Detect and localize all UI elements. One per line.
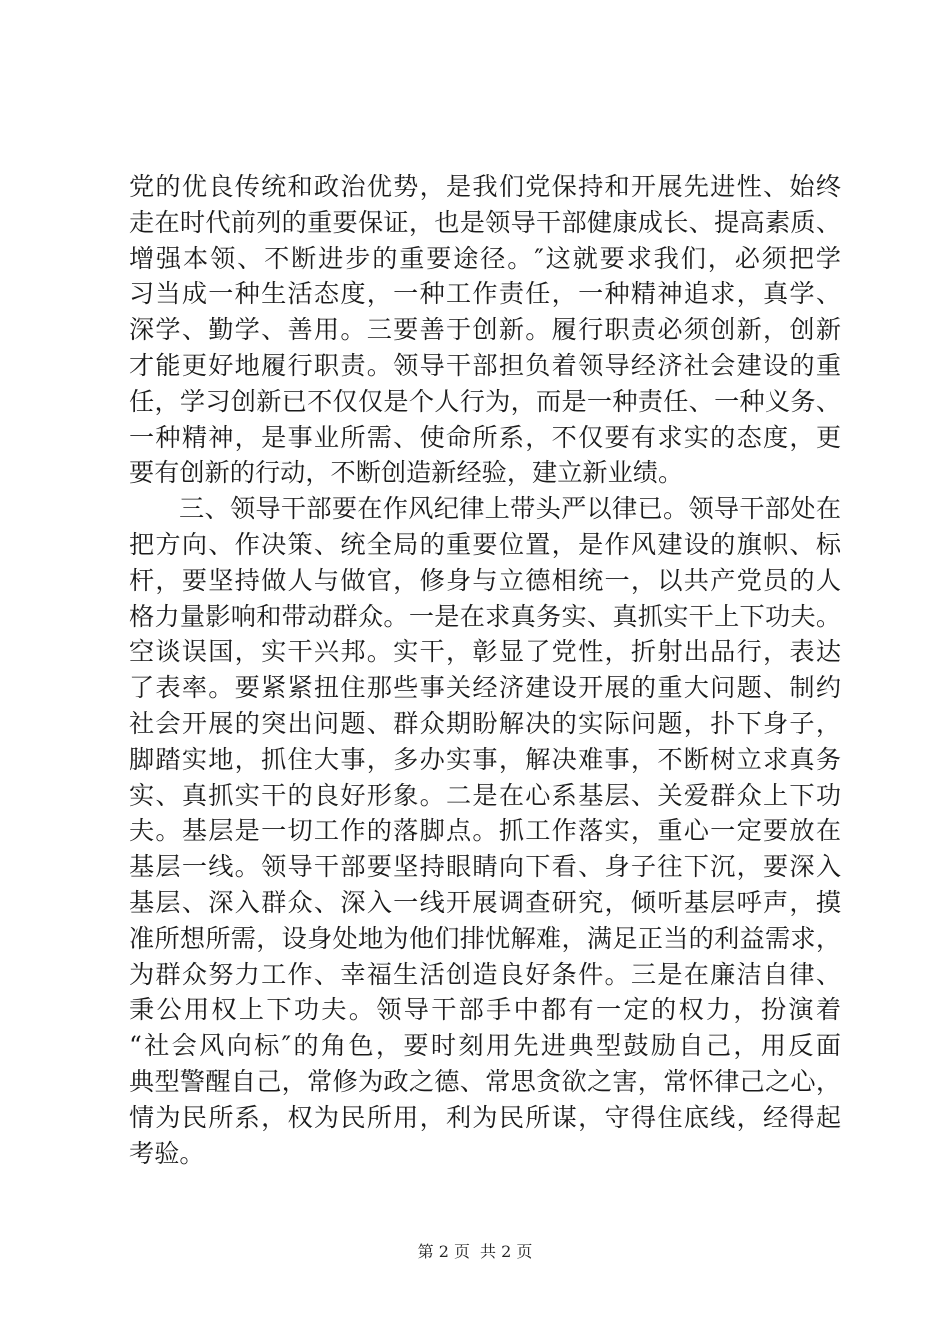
text-line: “社会风向标″的角色，要时刻用先进典型鼓励自己，用反面 xyxy=(129,1031,841,1061)
body-text xyxy=(129,169,841,1171)
text-line: 夫。基层是一切工作的落脚点。抓工作落实，重心一定要放在 xyxy=(129,816,841,846)
text-line: 才能更好地履行职责。领导干部担负着领导经济社会建设的重 xyxy=(129,350,841,380)
text-line: 任，学习创新已不仅仅是个人行为，而是一种责任、一种义务、 xyxy=(129,386,841,416)
text-line: 深学、勤学、善用。三要善于创新。履行职责必须创新，创新 xyxy=(129,315,841,345)
text-line: 习当成一种生活态度，一种工作责任，一种精神追求，真学、 xyxy=(129,279,841,309)
text-line: 情为民所系，权为民所用，利为民所谋，守得住底线，经得起 xyxy=(129,1102,841,1132)
text-line: 典型警醒自己，常修为政之德、常思贪欲之害，常怀律己之心， xyxy=(129,1066,841,1096)
text-line: 把方向、作决策、统全局的重要位置，是作风建设的旗帜、标 xyxy=(129,529,841,559)
text-line: 基层、深入群众、深入一线开展调查研究，倾听基层呼声，摸 xyxy=(129,887,841,917)
text-line: 考验。 xyxy=(129,1138,205,1168)
text-line: 实、真抓实干的良好形象。二是在心系基层、关爱群众上下功 xyxy=(129,780,841,810)
page-number: 第 2 页 xyxy=(417,1242,470,1261)
text-line: 党的优良传统和政治优势，是我们党保持和开展先进性、始终 xyxy=(129,172,841,201)
text-line: 了表率。要紧紧扭住那些事关经济建设开展的重大问题、制约 xyxy=(129,673,841,703)
text-line: 增强本领、不断进步的重要途径。″这就要求我们，必须把学 xyxy=(129,243,841,273)
text-line: 空谈误国，实干兴邦。实干，彰显了党性，折射出品行，表达 xyxy=(129,637,841,667)
paragraph-start-line: 三、领导干部要在作风纪律上带头严以律已。领导干部处在 xyxy=(179,494,841,524)
text-line: 要有创新的行动，不断创造新经验，建立新业绩。 xyxy=(129,458,684,488)
text-line: 一种精神，是事业所需、使命所系，不仅要有求实的态度，更 xyxy=(129,422,841,452)
text-line: 准所想所需，设身处地为他们排忧解难，满足正当的利益需求， xyxy=(129,923,841,953)
page-footer xyxy=(0,1241,950,1263)
text-line: 杆，要坚持做人与做官，修身与立德相统一，以共产党员的人 xyxy=(129,565,841,595)
text-line: 基层一线。领导干部要坚持眼睛向下看、身子往下沉，要深入 xyxy=(129,852,841,882)
text-line: 为群众努力工作、幸福生活创造良好条件。三是在廉洁自律、 xyxy=(129,959,841,989)
text-line: 秉公用权上下功夫。领导干部手中都有一定的权力，扮演着 xyxy=(129,995,841,1025)
text-line: 走在时代前列的重要保证，也是领导干部健康成长、提高素质、 xyxy=(129,207,841,237)
text-line: 脚踏实地，抓住大事，多办实事，解决难事，不断树立求真务 xyxy=(129,744,841,774)
text-line: 社会开展的突出问题、群众期盼解决的实际问题，扑下身子， xyxy=(129,708,841,738)
page-total: 共 2 页 xyxy=(480,1242,533,1261)
text-line: 格力量影响和带动群众。一是在求真务实、真抓实干上下功夫。 xyxy=(129,601,841,631)
